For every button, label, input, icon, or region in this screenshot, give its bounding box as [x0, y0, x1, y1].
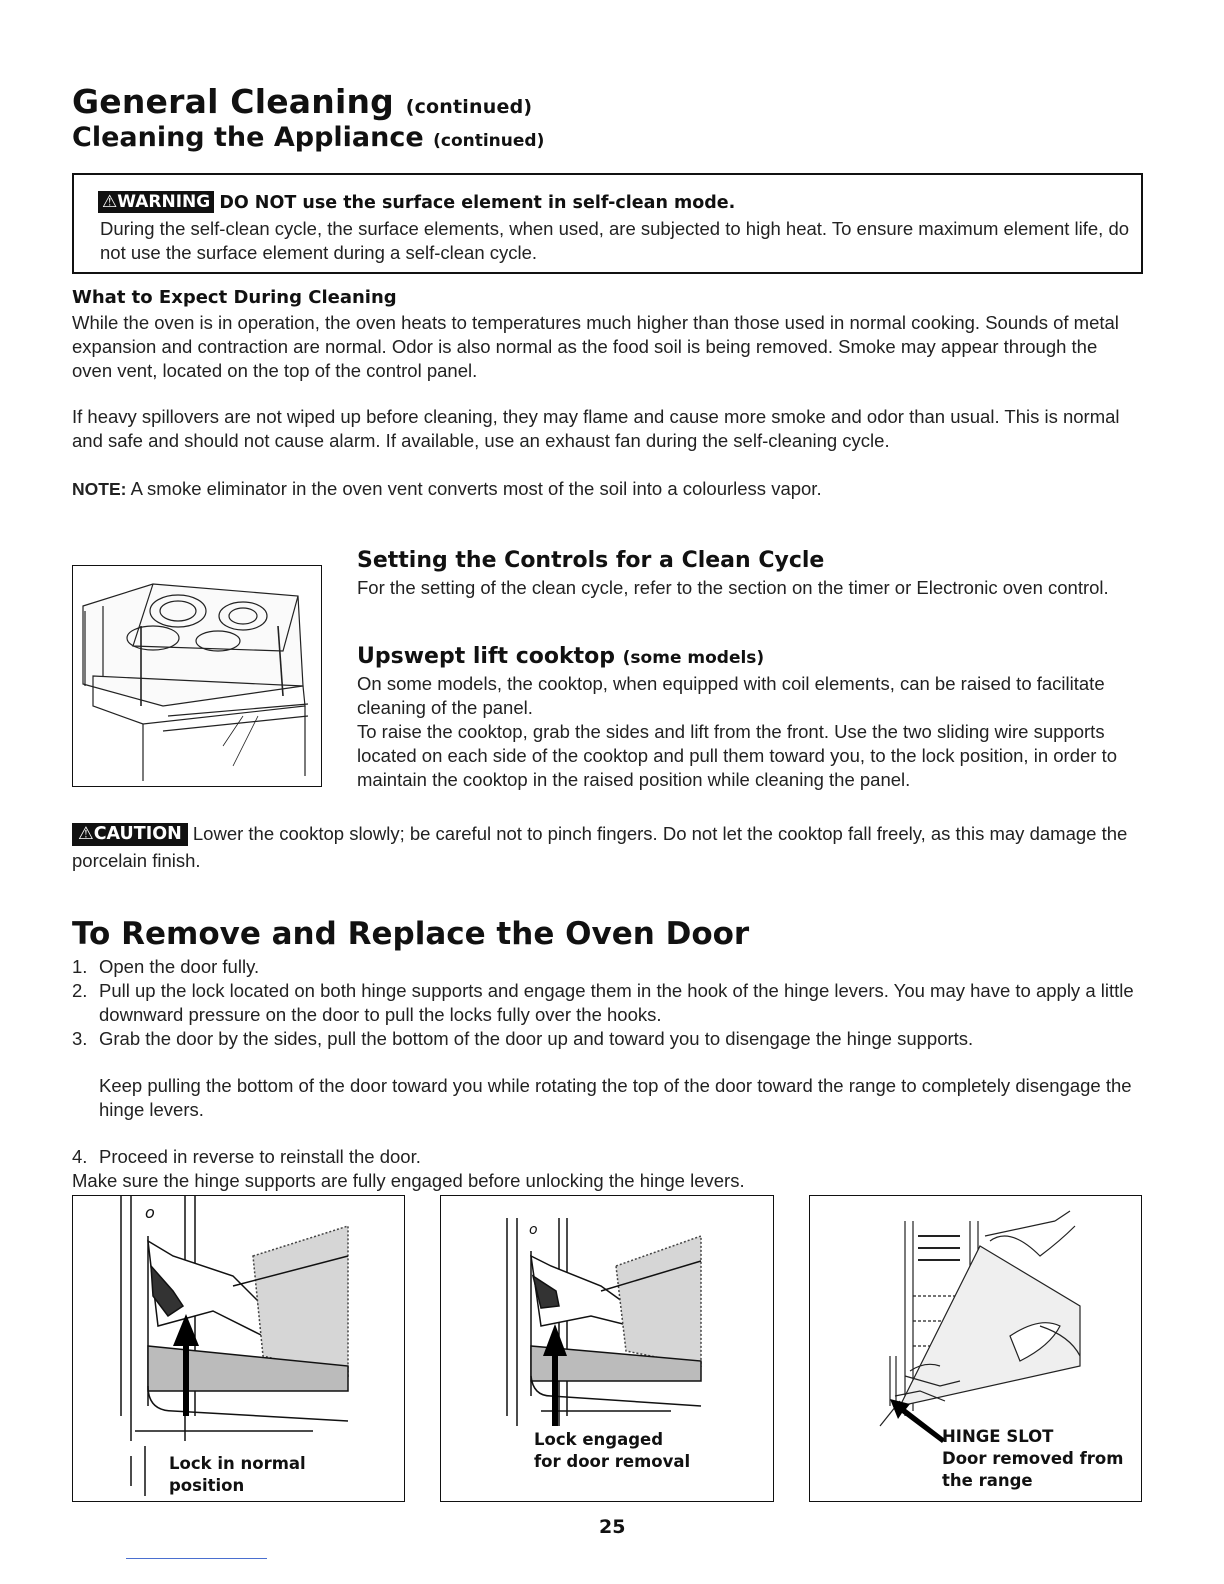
door-heading: To Remove and Replace the Oven Door: [72, 916, 750, 952]
caution-badge: [72, 823, 188, 846]
step-number: 1.: [72, 956, 88, 977]
page-title: [72, 82, 532, 121]
upswept-heading-text: Upswept lift cooktop: [357, 644, 615, 669]
controls-heading: Setting the Controls for a Clean Cycle: [357, 548, 825, 573]
door-step: [72, 955, 1142, 979]
expect-para-2: If heavy spillovers are not wiped up before cleaning, they may flame and cause more smoke and odor than usual. This is normal and safe and should not cause alarm. If available, use an exhaust fan during the self-cleaning cycle.: [72, 406, 1120, 451]
step-text: Proceed in reverse to reinstall the door.: [99, 1146, 421, 1167]
caption-line: Lock in normal: [169, 1454, 306, 1473]
upswept-heading-suffix: (some models): [622, 648, 765, 668]
title-text: General Cleaning: [72, 82, 394, 121]
upswept-para-1: On some models, the cooktop, when equipped with coil elements, can be raised to facilitate cleaning of the panel.: [357, 673, 1105, 718]
step-text: Pull up the lock located on both hinge supports and engage them in the hook of the hinge levers. You may have to apply a little downward pressure on the door to pull the locks fully over the hooks.: [99, 980, 1134, 1025]
caption-line: HINGE SLOT: [942, 1427, 1054, 1446]
figure-hinge-slot: [809, 1195, 1142, 1502]
warning-badge-label: WARNING: [117, 192, 211, 212]
expect-heading: What to Expect During Cleaning: [72, 287, 397, 308]
warning-icon: ⚠: [102, 192, 118, 212]
step-3-extra: Keep pulling the bottom of the door toward you while rotating the top of the door toward the range to completely disengage the hinge levers.: [99, 1075, 1132, 1120]
upswept-para-2: To raise the cooktop, grab the sides and lift from the front. Use the two sliding wire supports located on each side of the cooktop and pull them toward you, to the lock position, in order to maintain the cooktop in the raised position while cleaning the panel.: [357, 721, 1117, 790]
step-text: Open the door fully.: [99, 956, 260, 977]
caption-line: Door removed from: [942, 1449, 1124, 1468]
warning-badge: [98, 191, 214, 213]
cooktop-illustration: [73, 566, 321, 786]
footer-divider: [126, 1558, 267, 1559]
expect-para-1: While the oven is in operation, the oven heats to temperatures much higher than those used in normal cooking. Sounds of metal expansion and contraction are normal. Odor is also normal as the food soil is being removed. Smoke may appear through the oven vent, located on the top of the control panel.: [72, 312, 1119, 381]
warning-heading: DO NOT use the surface element in self-clean mode.: [219, 193, 736, 213]
figure-1-caption: [169, 1453, 306, 1497]
warning-text: During the self-clean cycle, the surface elements, when used, are subjected to high heat. To ensure maximum element life, do not use the surface element during a self-clean cycle.: [100, 218, 1130, 263]
figure-2-caption: [534, 1429, 690, 1473]
door-final-note: Make sure the hinge supports are fully engaged before unlocking the hinge levers.: [72, 1170, 745, 1191]
door-step-4: [72, 1145, 1142, 1169]
caption-line: Lock engaged: [534, 1430, 664, 1449]
caution-icon: ⚠: [78, 824, 94, 844]
step-number: 2.: [72, 980, 88, 1001]
caption-line: the range: [942, 1471, 1033, 1490]
figure-3-caption: [942, 1426, 1123, 1492]
cooktop-figure: [72, 565, 322, 787]
subtitle-text: Cleaning the Appliance: [72, 122, 424, 153]
caution-badge-label: CAUTION: [93, 824, 182, 844]
title-suffix: (continued): [405, 96, 533, 118]
subtitle-suffix: (continued): [433, 131, 545, 151]
warning-heading-line: [98, 191, 735, 213]
upswept-heading: [357, 644, 764, 669]
figure-lock-engaged: [440, 1195, 774, 1502]
warning-box: [72, 173, 1143, 274]
step-number: 4.: [72, 1146, 88, 1167]
door-steps: [72, 955, 1142, 1051]
door-step: [72, 979, 1142, 1027]
caution-block: [72, 820, 1142, 874]
note-text: A smoke eliminator in the oven vent converts most of the soil into a colourless vapor.: [130, 478, 822, 499]
svg-text:o: o: [529, 1222, 538, 1238]
page-subtitle: [72, 122, 544, 153]
figure-lock-normal: [72, 1195, 405, 1502]
door-step: [72, 1027, 1142, 1051]
page-number: 25: [599, 1516, 626, 1538]
controls-text: For the setting of the clean cycle, refer to the section on the timer or Electronic oven control.: [357, 577, 1109, 598]
caption-line: position: [169, 1476, 245, 1495]
note-label: NOTE:: [72, 479, 127, 499]
step-number: 3.: [72, 1028, 88, 1049]
note: [72, 477, 1142, 501]
arrow-pointer-icon: [890, 1399, 945, 1443]
svg-text:o: o: [145, 1203, 155, 1222]
caution-text: Lower the cooktop slowly; be careful not to pinch fingers. Do not let the cooktop fall freely, as this may damage the porcelain finish.: [72, 823, 1128, 871]
caption-line: for door removal: [534, 1452, 691, 1471]
step-text: Grab the door by the sides, pull the bottom of the door up and toward you to disengage the hinge supports.: [99, 1028, 974, 1049]
